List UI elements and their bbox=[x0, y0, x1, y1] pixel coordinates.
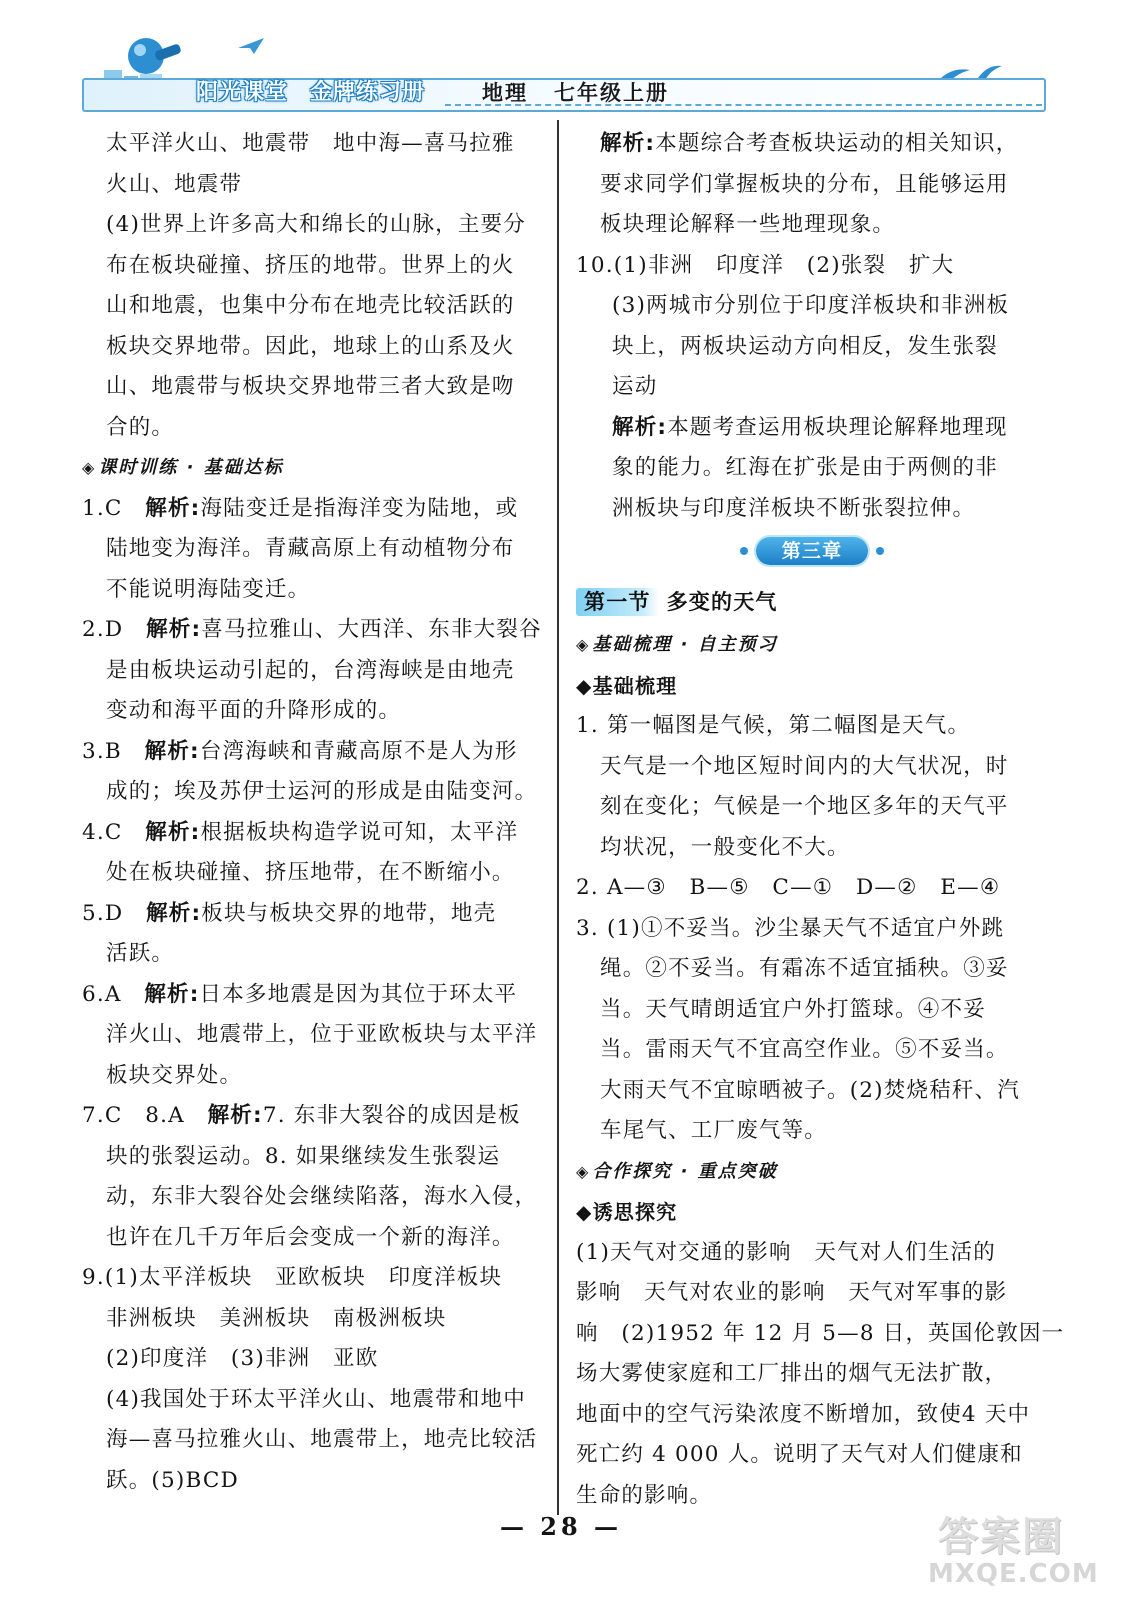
paper-plane-icon bbox=[236, 36, 266, 56]
answer-number: 7.C 8.A bbox=[82, 1103, 185, 1128]
answer-line: 3. (1)①不妥当。沙尘暴天气不适宜户外跳 bbox=[576, 915, 1005, 941]
text-line: 大雨天气不宜晾晒被子。(2)焚烧秸秆、汽 bbox=[600, 1077, 1020, 1103]
answer-text: 海陆变迁是指海洋变为陆地，或 bbox=[200, 495, 519, 521]
answer-text: 台湾海峡和青藏高原不是人为形 bbox=[199, 738, 518, 764]
text-line: 板块交界处。 bbox=[106, 1062, 243, 1088]
diamond-icon: ◈ bbox=[82, 458, 97, 477]
section-heading bbox=[576, 1152, 1046, 1193]
answer-text: 日本多地震是因为其位于环太平 bbox=[199, 981, 518, 1007]
text-line: 变动和海平面的升降形成的。 bbox=[106, 698, 402, 723]
text-line: (3)两城市分别位于印度洋板块和非洲板 bbox=[612, 293, 1010, 318]
text-line: 火山、地震带 bbox=[106, 171, 243, 197]
subject-title bbox=[482, 76, 669, 110]
section-title bbox=[576, 579, 1046, 625]
text-line: 地面中的空气污染浓度不断增加，致使4 天中 bbox=[576, 1401, 1031, 1427]
text-line: 是由板块运动引起的，台湾海峡是由地壳 bbox=[106, 657, 515, 683]
answer-text: 7. 东非大裂谷的成因是板 bbox=[262, 1103, 521, 1128]
text-line: 当。雷雨天气不宜高空作业。⑤不妥当。 bbox=[600, 1037, 1009, 1062]
text-line: 板块理论解释一些地理现象。 bbox=[600, 212, 896, 237]
analysis-label: 解析: bbox=[146, 617, 202, 642]
grade-name: 七年级上册 bbox=[554, 81, 669, 105]
section-name: 多变的天气 bbox=[666, 590, 778, 614]
chapter-title: 第三章 bbox=[756, 537, 868, 565]
answer-number: 6.A bbox=[82, 981, 122, 1007]
text-line: 布在板块碰撞、挤压的地带。世界上的火 bbox=[106, 252, 515, 278]
text-line: (4)我国处于环太平洋火山、地震带和地中 bbox=[106, 1386, 526, 1412]
text-line: 均状况，一般变化不大。 bbox=[600, 834, 850, 860]
answer-line: 9.(1)太平洋板块 亚欧板块 印度洋板块 bbox=[82, 1265, 503, 1290]
text-line: 海—喜马拉雅火山、地震带上，地壳比较活 bbox=[106, 1427, 538, 1452]
watermark-text: 答案圈 bbox=[938, 1514, 1064, 1560]
answer-line bbox=[82, 610, 548, 651]
answer-line bbox=[576, 124, 1046, 165]
text-line: 绳。②不妥当。有霜冻不适宜插秧。③妥 bbox=[600, 956, 1009, 981]
analysis-label: 解析: bbox=[145, 495, 201, 521]
right-column bbox=[576, 124, 1065, 1516]
watermark-logo bbox=[928, 1505, 1099, 1595]
answer-number: 4.C bbox=[82, 819, 123, 845]
answer-number: 1.C bbox=[82, 495, 123, 521]
answer-line: 10.(1)非洲 印度洋 (2)张裂 扩大 bbox=[576, 252, 955, 278]
text-line: (4)世界上许多高大和绵长的山脉，主要分 bbox=[106, 212, 526, 237]
chapter-banner bbox=[576, 529, 1046, 579]
diamond-icon: ◈ bbox=[576, 635, 591, 654]
text-line: 跃。(5)BCD bbox=[106, 1467, 239, 1493]
text-line: (1)天气对交通的影响 天气对人们生活的 bbox=[576, 1239, 996, 1265]
answer-line bbox=[82, 732, 548, 773]
analysis-label: 解析: bbox=[600, 131, 656, 156]
answer-line bbox=[576, 408, 1046, 449]
text-line: 车尾气、工厂废气等。 bbox=[600, 1118, 828, 1143]
text-line: 当。天气晴朗适宜户外打篮球。④不妥 bbox=[600, 996, 986, 1022]
left-column bbox=[82, 124, 548, 1501]
analysis-label: 解析: bbox=[145, 819, 201, 845]
answer-line: 2. A—③ B—⑤ C—① D—② E—④ bbox=[576, 875, 1001, 900]
text-line: 山、地震带与板块交界地带三者大致是吻 bbox=[106, 374, 515, 399]
section-heading bbox=[82, 448, 548, 489]
diamond-icon: ◈ bbox=[576, 1161, 591, 1181]
text-line: 成的；埃及苏伊士运河的形成是由陆变河。 bbox=[106, 779, 538, 804]
text-line: 天气是一个地区短时间内的大气状况，时 bbox=[600, 753, 1009, 779]
brand-title bbox=[196, 76, 425, 110]
text-line: 象的能力。红海在扩张是由于两侧的非 bbox=[612, 455, 998, 480]
answer-line bbox=[82, 489, 548, 530]
section-heading-text: 基础梳理 · 自主预习 bbox=[592, 634, 778, 655]
text-line: 不能说明海陆变迁。 bbox=[106, 576, 311, 602]
answer-text: 本题综合考查板块运动的相关知识， bbox=[655, 131, 1019, 156]
answer-line: 1. 第一幅图是气候，第二幅图是天气。 bbox=[576, 713, 971, 738]
text-line: 非洲板块 美洲板块 南极洲板块 bbox=[106, 1305, 447, 1331]
analysis-label: 解析: bbox=[207, 1103, 263, 1128]
text-line: (2)印度洋 (3)非洲 亚欧 bbox=[106, 1346, 379, 1371]
analysis-label: 解析: bbox=[146, 900, 202, 926]
text-line: 洋火山、地震带上，位于亚欧板块与太平洋 bbox=[106, 1022, 538, 1047]
brand-part2: 金牌练习册 bbox=[310, 80, 426, 105]
column-divider bbox=[557, 120, 559, 1515]
text-line: 运动 bbox=[612, 374, 658, 399]
text-line: 山和地震，也集中分布在地壳比较活跃的 bbox=[106, 293, 515, 318]
page-header bbox=[0, 0, 1122, 120]
answer-text: 喜马拉雅山、大西洋、东非大裂谷 bbox=[201, 617, 542, 642]
page-number: — 28 — bbox=[499, 1512, 623, 1541]
text-line: 死亡约 4 000 人。说明了天气对人们健康和 bbox=[576, 1442, 1023, 1467]
answer-number: 3.B bbox=[82, 738, 122, 764]
text-line: 要求同学们掌握板块的分布，且能够运用 bbox=[600, 171, 1009, 197]
brand-part1: 阳光课堂 bbox=[196, 80, 289, 105]
section-heading-text: 课时训练 · 基础达标 bbox=[98, 457, 284, 478]
text-line: 处在板块碰撞、挤压地带，在不断缩小。 bbox=[106, 860, 515, 885]
text-line: 陆地变为海洋。青藏高原上有动植物分布 bbox=[106, 536, 515, 561]
answer-text: 本题考查运用板块理论解释地理现 bbox=[667, 414, 1008, 440]
text-line: 场大雾使家庭和工厂排出的烟气无法扩散， bbox=[576, 1361, 1008, 1386]
analysis-label: 解析: bbox=[144, 738, 200, 764]
subheading: ◆基础梳理 bbox=[576, 673, 678, 698]
text-line: 块上，两板块运动方向相反，发生张裂 bbox=[612, 333, 998, 359]
answer-text: 板块与板块交界的地带，地壳 bbox=[201, 900, 497, 926]
answer-line bbox=[82, 975, 548, 1016]
answer-number: 2.D bbox=[82, 617, 124, 642]
section-badge: 第一节 bbox=[576, 588, 659, 616]
text-line: 活跃。 bbox=[106, 941, 175, 966]
text-line: 洲板块与印度洋板块不断张裂拉伸。 bbox=[612, 495, 976, 521]
text-line: 也许在几千万年后会变成一个新的海洋。 bbox=[106, 1224, 515, 1250]
answer-line bbox=[82, 894, 548, 935]
analysis-label: 解析: bbox=[144, 981, 200, 1007]
watermark-url: MXQE.COM bbox=[928, 1559, 1099, 1589]
text-line: 合的。 bbox=[106, 414, 175, 440]
text-line: 影响 天气对农业的影响 天气对军事的影 bbox=[576, 1280, 1008, 1305]
text-line: 块的张裂运动。8. 如果继续发生张裂运 bbox=[106, 1143, 501, 1169]
subject-name: 地理 bbox=[482, 81, 528, 105]
answer-line bbox=[82, 813, 548, 854]
subheading: ◆诱思探究 bbox=[576, 1200, 678, 1224]
analysis-label: 解析: bbox=[612, 414, 668, 440]
section-heading-text: 合作探究 · 重点突破 bbox=[592, 1160, 778, 1182]
text-line: 生命的影响。 bbox=[576, 1482, 713, 1508]
text-line: 响 (2)1952 年 12 月 5—8 日，英国伦敦因一 bbox=[576, 1320, 1065, 1346]
answer-line bbox=[82, 1096, 548, 1137]
text-line: 动，东非大裂谷处会继续陷落，海水入侵， bbox=[106, 1184, 538, 1209]
section-heading bbox=[576, 625, 1046, 666]
text-line: 太平洋火山、地震带 地中海—喜马拉雅 bbox=[106, 131, 515, 156]
text-line: 板块交界地带。因此，地球上的山系及火 bbox=[106, 333, 515, 359]
answer-number: 5.D bbox=[82, 900, 124, 926]
text-line: 刻在变化；气候是一个地区多年的天气平 bbox=[600, 794, 1009, 819]
answer-text: 根据板块构造学说可知，太平洋 bbox=[200, 819, 519, 845]
